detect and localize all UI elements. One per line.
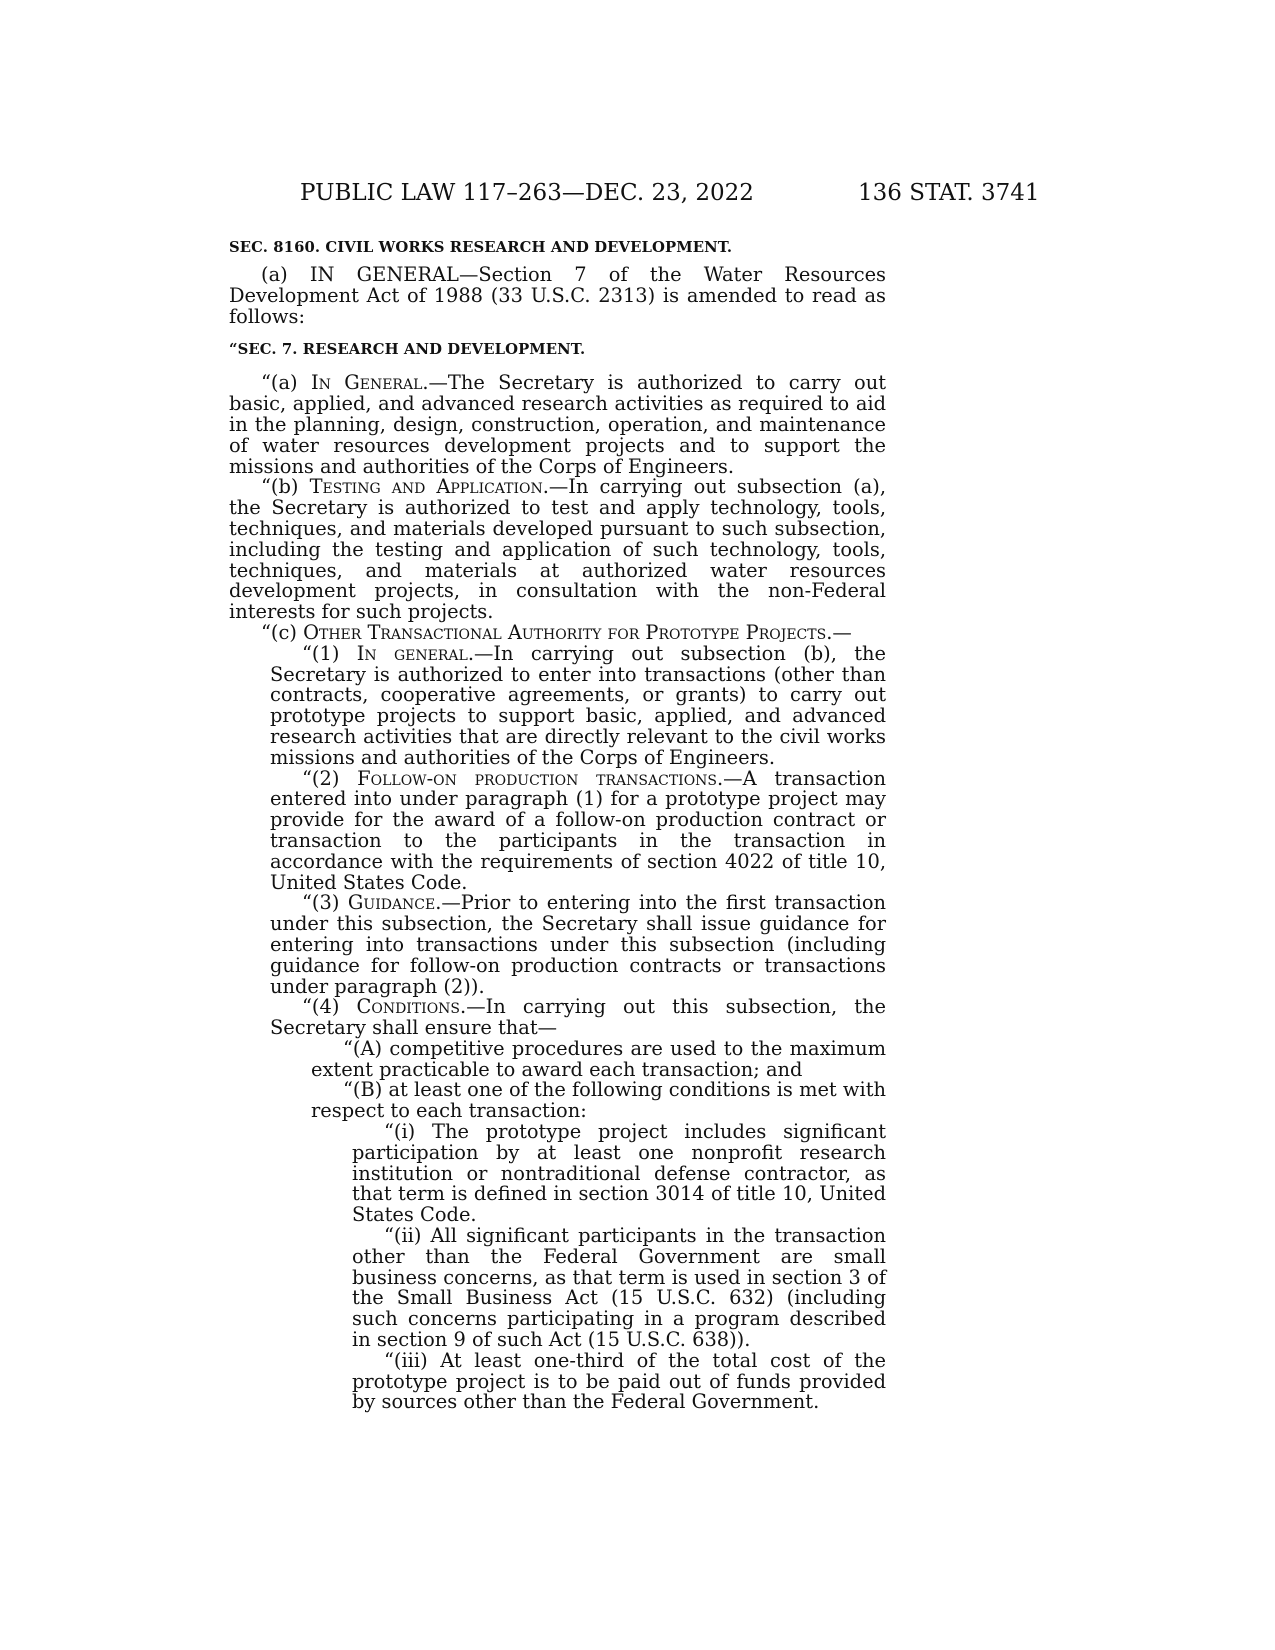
clause-c4-B-iii: “(iii) At least one-third of the total cost of the prototype project is to be paid out of funds provided by sources other than the Federal Government. xyxy=(352,1348,886,1414)
c2-prefix: “(2) xyxy=(302,766,358,790)
subparagraph-c4-B: “(B) at least one of the following conditions is met with respect to each transaction: xyxy=(311,1078,886,1123)
running-head xyxy=(0,180,1275,210)
paragraph-c1 xyxy=(270,641,887,769)
subsection-a-heading: IN GENERAL xyxy=(309,263,459,286)
quoted-c-heading: Other Transactional Authority for Prototype Projects xyxy=(303,620,827,644)
paragraph-c3 xyxy=(270,893,886,997)
quoted-subsection-b xyxy=(229,477,886,623)
c4-text: .—In carrying out this subsection, the Secretary shall ensure that— xyxy=(270,995,887,1040)
paragraph-c2 xyxy=(270,766,886,894)
paragraph-c4 xyxy=(270,997,886,1039)
quoted-b-text: .—In carrying out subsection (a), the Secretary is authorized to test and apply technology, tools, techniques, and materials developed pursuant to such subsection, including the testing and application of such technology, tools, techniques, and materials at authorized water resources development projects, in consultation with the non-Federal interests for such projects. xyxy=(229,475,887,624)
c3-text: .—Prior to entering into the first transaction under this subsection, the Secretary shall issue guidance for entering into transactions under this subsection (including guidance for follow-on production contracts or transactions under paragraph (2)). xyxy=(270,891,886,998)
quoted-subsection-c xyxy=(229,620,886,644)
c1-heading: In general xyxy=(356,641,468,665)
quoted-section-heading: “SEC. 7. RESEARCH AND DEVELOPMENT. xyxy=(229,341,586,359)
quoted-b-prefix: “(b) xyxy=(261,475,310,499)
c1-prefix: “(1) xyxy=(302,641,357,665)
quoted-c-prefix: “(c) xyxy=(261,620,304,644)
c2-heading: Follow-on production transactions xyxy=(357,766,718,790)
running-head-title: PUBLIC LAW 117–263—DEC. 23, 2022 xyxy=(300,180,754,206)
c3-heading: Guidance xyxy=(347,891,436,915)
page-number: 136 STAT. 3741 xyxy=(858,180,1040,206)
c4-prefix: “(4) xyxy=(302,995,357,1019)
clause-c4-B-i: “(i) The prototype project includes significant participation by at least one nonprofit research institution or nontraditional defense contractor, as that term is defined in section 3014 of title 10, United States Code. xyxy=(352,1120,886,1227)
quoted-c-text: .— xyxy=(826,620,852,644)
quoted-subsection-a xyxy=(229,373,886,477)
subsection-a-intro: (a) IN GENERAL—Section 7 of the Water Resources Development Act of 1988 (33 U.S.C. 2313) is amended to read as follows: xyxy=(229,263,887,328)
quoted-b-heading: Testing and Application xyxy=(309,475,543,499)
subparagraph-c4-A: “(A) competitive procedures are used to the maximum extent practicable to award each transaction; and xyxy=(311,1036,886,1081)
document-body xyxy=(229,238,886,1413)
quoted-a-prefix: “(a) xyxy=(261,371,311,395)
section-heading: SEC. 8160. CIVIL WORKS RESEARCH AND DEVELOPMENT. xyxy=(229,239,733,256)
quoted-a-text: .—The Secretary is authorized to carry out basic, applied, and advanced research activities as required to aid in the planning, design, construction, operation, and maintenance of water resources development projects and to support the missions and authorities of the Corps of Engineers. xyxy=(229,371,886,478)
c3-prefix: “(3) xyxy=(302,891,348,915)
subsection-a-text: —Section 7 of the Water Resources Development Act of 1988 (33 U.S.C. 2313) is amended to read as follows: xyxy=(229,263,887,328)
c1-text: .—In carrying out subsection (b), the Secretary is authorized to enter into transactions (other than contracts, cooperative agreements, or grants) to carry out prototype projects to support basic, applied, and advanced research activities that are directly relevant to the civil works missions and authorities of the Corps of Engineers. xyxy=(270,641,887,769)
clause-c4-B-ii: “(ii) All significant participants in the transaction other than the Federal Government are small business concerns, as that term is used in section 3 of the Small Business Act (15 U.S.C. 632) (including such concerns participating in a program described in section 9 of such Act (15 U.S.C. 638)). xyxy=(352,1224,886,1352)
c2-text: .—A transaction entered into under paragraph (1) for a prototype project may provide for the award of a follow-on production contract or transaction to the participants in the transaction in accordance with the requirements of section 4022 of title 10, United States Code. xyxy=(270,766,886,894)
quoted-a-heading: In General xyxy=(310,371,423,395)
c4-heading: Conditions xyxy=(356,995,461,1019)
